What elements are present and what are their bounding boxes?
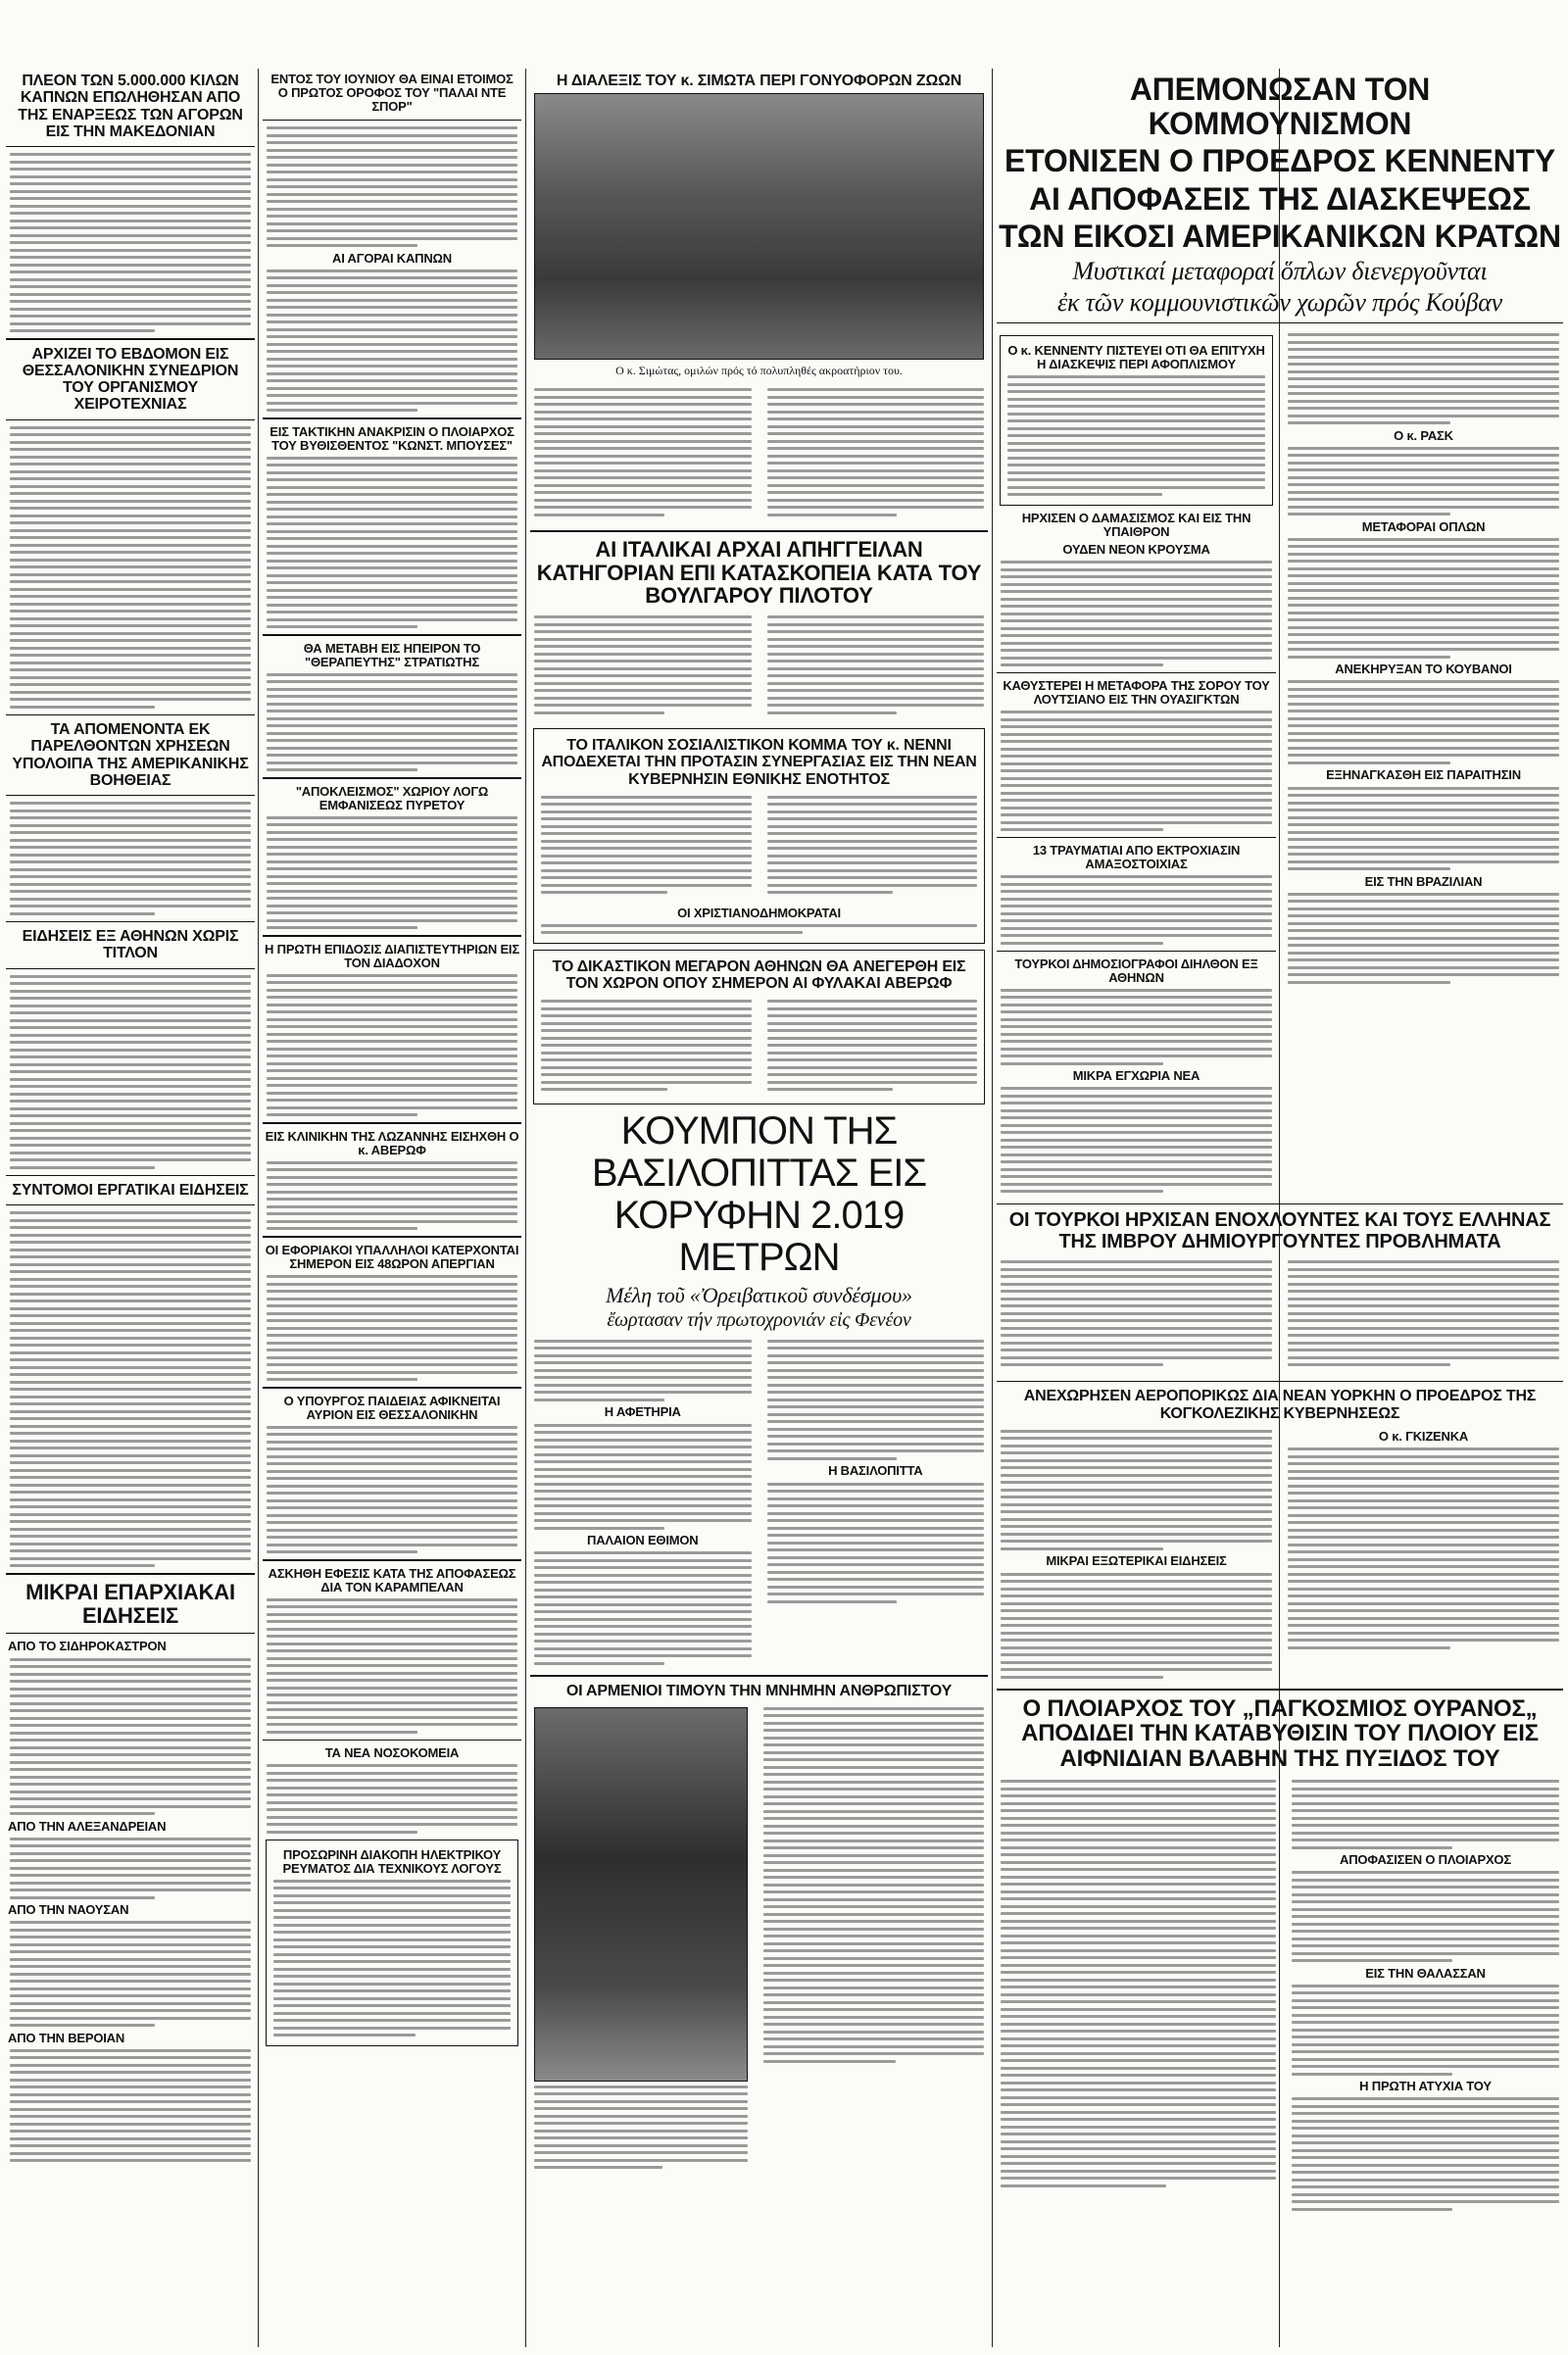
photo-column (530, 1703, 752, 2174)
article-headline: ΠΛΕΟΝ ΤΩΝ 5.000.000 ΚΙΛΩΝ ΚΑΠΝΩΝ ΕΠΩΛΗΘΗΣΑΝ ΑΠΟ ΤΗΣ ΕΝΑΡΞΕΩΣ ΤΩΝ ΑΓΟΡΩΝ ΕΙΣ ΤΗΝ ΜΑΚΕΔΟΝΙΑΝ (18, 73, 243, 140)
lead-headline: ΑΙ ΑΠΟΦΑΣΕΙΣ ΤΗΣ ΔΙΑΣΚΕΨΕΩΣ (1029, 180, 1531, 217)
divider (530, 1675, 988, 1677)
article-body (1288, 680, 1559, 764)
article-body (1001, 561, 1272, 666)
lead-headline: ΑΠΕΜΟΝΩΣΑΝ ΤΟΝ ΚΟΜΜΟΥΝΙΣΜΟΝ (1129, 72, 1431, 141)
subhead: ΑΝΕΚΗΡΥΞΑΝ ΤΟ ΚΟΥΒΑΝΟΙ (1335, 662, 1512, 677)
subhead: ΑΠΟ ΤΟ ΣΙΔΗΡΟΚΑΣΤΡΟΝ (8, 1639, 167, 1654)
divider (263, 634, 521, 636)
divider (997, 1689, 1563, 1691)
divider (263, 1559, 521, 1561)
article-headline: Ο κ. ΚΕΝΝΕΝΤΥ ΠΙΣΤΕΥΕΙ ΟΤΙ ΘΑ ΕΠΙΤΥΧΗ Η ΔΙΑΣΚΕΨΙΣ ΠΕΡΙ ΑΦΟΠΛΙΣΜΟΥ (1007, 343, 1265, 372)
memorial-photo (534, 1707, 748, 2082)
article-headline: ΑΙ ΙΤΑΛΙΚΑΙ ΑΡΧΑΙ ΑΠΗΓΓΕΙΛΑΝ ΚΑΤΗΓΟΡΙΑΝ ΕΠΙ ΚΑΤΑΣΚΟΠΕΙΑ ΚΑΤΑ ΤΟΥ ΒΟΥΛΓΑΡΟΥ ΠΙΛΟΤΟΥ (536, 536, 982, 609)
column-rule (992, 69, 993, 2347)
article-body (1292, 2097, 1559, 2211)
article-body (534, 1551, 752, 1665)
article-body (267, 1598, 517, 1734)
article-headline: ΑΡΧΙΖΕΙ ΤΟ ΕΒΔΟΜΟΝ ΕΙΣ ΘΕΣΣΑΛΟΝΙΚΗΝ ΣΥΝΕΔΡΙΟΝ ΤΟΥ ΟΡΓΑΝΙΣΜΟΥ ΧΕΙΡΟΤΕΧΝΙΑΣ (22, 345, 239, 414)
article-body (1288, 787, 1559, 871)
article-body (267, 816, 517, 930)
photo-headline: ΟΙ ΑΡΜΕΝΙΟΙ ΤΙΜΟΥΝ ΤΗΝ ΜΝΗΜΗΝ ΑΝΘΡΩΠΙΣΤΟΥ (565, 1682, 953, 1699)
boxed-article (1000, 335, 1273, 506)
subhead: ΑΙ ΑΓΟΡΑΙ ΚΑΠΝΩΝ (332, 250, 452, 266)
article-body (767, 1340, 985, 1460)
divider (6, 1204, 255, 1205)
divider (263, 1387, 521, 1389)
boxed-article (533, 950, 985, 1104)
divider (263, 1122, 521, 1124)
divider (6, 921, 255, 923)
subhead: ΟΙ ΧΡΙΣΤΙΑΝΟΔΗΜΟΚΡΑΤΑΙ (677, 905, 841, 920)
section-headline: ΜΙΚΡΑΙ ΕΠΑΡΧΙΑΚΑΙ ΕΙΔΗΣΕΙΣ (25, 1579, 235, 1628)
divider (263, 935, 521, 937)
two-col-block (530, 384, 988, 524)
article-headline: ΤΟ ΔΙΚΑΣΤΙΚΟΝ ΜΕΓΑΡΟΝ ΑΘΗΝΩΝ ΘΑ ΑΝΕΓΕΡΘΗ ΕΙΣ ΤΟΝ ΧΩΡΟΝ ΟΠΟΥ ΣΗΜΕΡΟΝ ΑΙ ΦΥΛΑΚΑΙ ΑΒΕΡΩΦ (552, 957, 966, 993)
divider (6, 1573, 255, 1575)
article-headline: ΑΣΚΗΘΗ ΕΦΕΣΙΣ ΚΑΤΑ ΤΗΣ ΑΠΟΦΑΣΕΩΣ ΔΙΑ ΤΟΝ ΚΑΡΑΜΠΕΛΑΝ (268, 1565, 516, 1595)
subhead: Η ΒΑΣΙΛΟΠΙΤΤΑ (828, 1463, 923, 1479)
article-body (1001, 875, 1272, 945)
article-body (10, 802, 251, 915)
article-body (10, 1211, 251, 1567)
subhead: Ο κ. ΓΚΙΖΕΝΚΑ (1378, 1428, 1469, 1444)
article-body (10, 153, 251, 332)
subhead: ΟΥΔΕΝ ΝΕΟΝ ΚΡΟΥΣΜΑ (1062, 542, 1210, 558)
article-body (267, 457, 517, 629)
article-headline: ΤΑ ΝΕΑ ΝΟΣΟΚΟΜΕΙΑ (324, 1745, 460, 1761)
feature-subhead: ἔωρτασαν τήν πρωτοχρονιάν εἰς Φενέον (607, 1309, 911, 1332)
article-headline: ΑΝΕΧΩΡΗΣΕΝ ΑΕΡΟΠΟΡΙΚΩΣ ΔΙΑ ΝΕΑΝ ΥΟΡΚΗΝ Ο ΠΡΟΕΔΡΟΣ ΤΗΣ ΚΟΓΚΟΛΕΖΙΚΗΣ ΚΥΒΕΡΝΗΣΕΩΣ (1023, 1388, 1537, 1422)
two-col-block (537, 792, 981, 903)
subhead: Η ΠΡΩΤΗ ΑΤΥΧΙΑ ΤΟΥ (1359, 2079, 1492, 2094)
subhead: ΑΠΟ ΤΗΝ ΝΑΟΥΣΑΝ (8, 1902, 129, 1918)
article-body (767, 1483, 985, 1603)
text-column (1284, 1426, 1563, 1683)
article-headline: ΟΙ ΤΟΥΡΚΟΙ ΗΡΧΙΣΑΝ ΕΝΟΧΛΟΥΝΤΕΣ ΚΑΙ ΤΟΥΣ ΕΛΛΗΝΑΣ ΤΗΣ ΙΜΒΡΟΥ ΔΗΜΙΟΥΡΓΟΥΝΤΕΣ ΠΡΟΒΛΗΜΑΤΑ (1008, 1209, 1551, 1252)
article-body (267, 126, 517, 247)
text-column (1284, 329, 1563, 1197)
article-headline: ΗΡΧΙΣΕΝ Ο ΔΑΜΑΣΙΣΜΟΣ ΚΑΙ ΕΙΣ ΤΗΝ ΥΠΑΙΘΡΟΝ (1021, 510, 1251, 539)
article-headline: ΠΡΟΣΩΡΙΝΗ ΔΙΑΚΟΠΗ ΗΛΕΚΤΡΙΚΟΥ ΡΕΥΜΑΤΟΣ ΔΙΑ ΤΕΧΝΙΚΟΥΣ ΛΟΓΟΥΣ (282, 1846, 502, 1876)
article-headline: "ΑΠΟΚΛΕΙΣΜΟΣ" ΧΩΡΙΟΥ ΛΟΓΩ ΕΜΦΑΝΙΣΕΩΣ ΠΥΡΕΤΟΥ (295, 783, 489, 812)
article-headline: Ο ΥΠΟΥΡΓΟΣ ΠΑΙΔΕΙΑΣ ΑΦΙΚΝΕΙΤΑΙ ΑΥΡΙΟΝ ΕΙΣ ΘΕΣΣΑΛΟΝΙΚΗΝ (283, 1393, 501, 1422)
divider (263, 777, 521, 779)
columns-3-4 (530, 69, 988, 2347)
divider (263, 1236, 521, 1238)
article-body (1292, 1780, 1559, 1849)
article-headline: ΜΙΚΡΑ ΕΓΧΩΡΙΑ ΝΕΑ (1072, 1068, 1200, 1084)
article-body (1001, 1260, 1272, 1371)
article-body (1288, 447, 1559, 516)
article-body (1288, 1260, 1559, 1371)
divider (997, 951, 1276, 952)
lead-headline: ΕΤΟΝΙΣΕΝ Ο ΠΡΟΕΔΡΟΣ ΚΕΝΝΕΝΤΥ (1004, 143, 1555, 179)
column-rule (258, 69, 259, 2347)
boxed-notice (266, 1840, 518, 2046)
divider (6, 146, 255, 147)
divider (6, 338, 255, 340)
photo-image (535, 1708, 747, 2081)
feature-headline: ΚΟΥΜΠΟΝ ΤΗΣ ΒΑΣΙΛΟΠΙΤΤΑΣ ΕΙΣ ΚΟΡΥΦΗΝ 2.019 ΜΕΤΡΩΝ (591, 1108, 927, 1280)
article-headline: ΤΟΥΡΚΟΙ ΔΗΜΟΣΙΟΓΡΑΦΟΙ ΔΙΗΛΘΟΝ ΕΞ ΑΘΗΝΩΝ (1014, 956, 1258, 985)
article-headline: 13 ΤΡΑΥΜΑΤΙΑΙ ΑΠΟ ΕΚΤΡΟΧΙΑΣΙΝ ΑΜΑΞΟΣΤΟΙΧΙΑΣ (1032, 843, 1241, 872)
text-column (530, 1336, 756, 1669)
article-body (267, 974, 517, 1117)
article-headline: ΕΙΔΗΣΕΙΣ ΕΞ ΑΘΗΝΩΝ ΧΩΡΙΣ ΤΙΤΛΟΝ (22, 928, 239, 962)
divider (6, 419, 255, 420)
subhead: ΑΠΟ ΤΗΝ ΒΕΡΟΙΑΝ (8, 2030, 125, 2045)
column-2 (263, 69, 521, 2347)
subhead: ΠΑΛΑΙΟΝ ΕΘΙΜΟΝ (587, 1533, 699, 1547)
subhead: ΜΕΤΑΦΟΡΑΙ ΟΠΛΩΝ (1361, 518, 1486, 534)
article-body (767, 1000, 978, 1096)
article-headline: ΕΝΤΟΣ ΤΟΥ ΙΟΥΝΙΟΥ ΘΑ ΕΙΝΑΙ ΕΤΟΙΜΟΣ Ο ΠΡΩΤΟΣ ΟΡΟΦΟΣ ΤΟΥ "ΠΑΛΑΙ ΝΤΕ ΣΠΟΡ" (270, 72, 514, 115)
lead-subhead: Μυστικαί μεταφοραί ὅπλων διενεργοῦνται (1072, 256, 1488, 285)
article-body (534, 388, 752, 520)
two-col-block (997, 329, 1563, 1197)
article-body (10, 975, 251, 1169)
feature-subhead: Μέλη τοῦ «Ὀρειβατικοῦ συνδέσμου» (606, 1282, 912, 1307)
article-headline: ΣΥΝΤΟΜΟΙ ΕΡΓΑΤΙΚΑΙ ΕΙΔΗΣΕΙΣ (12, 1182, 249, 1200)
two-col-block (530, 1703, 988, 2174)
article-body (1001, 1430, 1272, 1550)
article-headline: ΜΙΚΡΑΙ ΕΞΩΤΕΡΙΚΑΙ ΕΙΔΗΣΕΙΣ (1046, 1553, 1227, 1569)
text-column (1288, 1776, 1563, 2215)
article-headline: ΚΑΘΥΣΤΕΡΕΙ Η ΜΕΤΑΦΟΡΑ ΤΗΣ ΣΟΡΟΥ ΤΟΥ ΛΟΥΤΣΙΑΝΟ ΕΙΣ ΤΗΝ ΟΥΑΣΙΓΚΤΩΝ (1003, 678, 1270, 708)
column-rule (525, 69, 526, 2347)
two-col-block (530, 1336, 988, 1669)
article-body (767, 615, 985, 718)
subhead: ΕΙΣ ΤΗΝ ΒΡΑΖΙΛΙΑΝ (1364, 873, 1483, 889)
divider (530, 530, 988, 532)
lead-headline: ΤΩΝ ΕΙΚΟΣΙ ΑΜΕΡΙΚΑΝΙΚΩΝ ΚΡΑΤΩΝ (999, 219, 1561, 255)
divider (997, 837, 1276, 838)
photo-image (535, 94, 983, 359)
article-body (10, 426, 251, 709)
subhead: ΕΙΣ ΤΗΝ ΘΑΛΑΣΣΑΝ (1365, 1965, 1486, 1981)
article-body (767, 796, 978, 899)
article-body (1001, 1573, 1272, 1679)
divider (997, 672, 1276, 673)
article-body (541, 1000, 752, 1096)
article-headline: Η ΠΡΩΤΗ ΕΠΙΔΟΣΙΣ ΔΙΑΠΙΣΤΕΥΤΗΡΙΩΝ ΕΙΣ ΤΟΝ ΔΙΑΔΟΧΟΝ (265, 941, 519, 970)
two-col-block (537, 996, 981, 1100)
two-col-block (530, 612, 988, 722)
subhead: Ο κ. ΡΑΣΚ (1394, 427, 1453, 443)
article-body (534, 1340, 752, 1401)
article-body (1292, 1871, 1559, 1962)
article-headline: ΤΟ ΙΤΑΛΙΚΟΝ ΣΟΣΙΑΛΙΣΤΙΚΟΝ ΚΟΜΜΑ ΤΟΥ κ. ΝΕΝΝΙ ΑΠΟΔΕΧΕΤΑΙ ΤΗΝ ΠΡΟΤΑΣΙΝ ΣΥΝΕΡΓΑΣΙΑΣ ΕΙΣ ΤΗΝ ΝΕΑΝ ΚΥΒΕΡΝΗΣΙΝ ΕΘΝΙΚΗΣ ΕΝΟΤΗΤΟΣ (541, 737, 977, 788)
article-body (273, 1880, 511, 2037)
article-body (267, 673, 517, 772)
divider (997, 322, 1563, 324)
article-body (534, 615, 752, 718)
article-headline: ΕΙΣ ΚΛΙΝΙΚΗΝ ΤΗΣ ΛΩΖΑΝΝΗΣ ΕΙΣΗΧΘΗ Ο κ. ΑΒΕΡΩΦ (265, 1128, 519, 1157)
lead-subhead: ἐκ τῶν κομμουνιστικῶν χωρῶν πρός Κούβαν (1057, 287, 1502, 317)
article-body (1292, 1985, 1559, 2076)
article-headline: ΤΑ ΑΠΟΜΕΝΟΝΤΑ ΕΚ ΠΑΡΕΛΘΟΝΤΩΝ ΧΡΗΣΕΩΝ ΥΠΟΛΟΙΠΑ ΤΗΣ ΑΜΕΡΙΚΑΝΙΚΗΣ ΒΟΗΘΕΙΑΣ (12, 721, 249, 789)
columns-5-6 (997, 69, 1563, 2347)
article-body (267, 1161, 517, 1231)
article-body (267, 270, 517, 413)
divider (6, 795, 255, 796)
photo-headline: Η ΔΙΑΛΕΞΙΣ ΤΟΥ κ. ΣΙΜΩΤΑ ΠΕΡΙ ΓΟΝΥΟΦΟΡΩΝ ΖΩΩΝ (556, 73, 962, 89)
article-headline: ΕΙΣ ΤΑΚΤΙΚΗΝ ΑΝΑΚΡΙΣΙΝ Ο ΠΛΟΙΑΡΧΟΣ ΤΟΥ ΒΥΘΙΣΘΕΝΤΟΣ "ΚΩΝΣΤ. ΜΠΟΥΣΕΣ" (270, 423, 514, 453)
lecture-photo (534, 93, 984, 360)
divider (6, 1633, 255, 1634)
divider (997, 1381, 1563, 1383)
article-body (10, 1921, 251, 2027)
divider (6, 714, 255, 716)
article-body (267, 1764, 517, 1834)
article-body (1001, 1087, 1272, 1193)
subhead: ΑΠΟ ΤΗΝ ΑΛΕΞΑΝΔΡΕΙΑΝ (8, 1818, 167, 1834)
article-body (1001, 711, 1272, 831)
article-body (10, 1658, 251, 1816)
article-body (267, 1275, 517, 1381)
divider (263, 1740, 521, 1742)
article-body (1288, 893, 1559, 984)
article-body (1288, 1447, 1559, 1649)
subhead: Η ΑΦΕΤΗΡΙΑ (604, 1404, 681, 1420)
article-body (10, 2049, 251, 2163)
article-headline: Ο ΠΛΟΙΑΡΧΟΣ ΤΟΥ „ΠΑΓΚΟΣΜΙΟΣ ΟΥΡΑΝΟΣ„ ΑΠΟΔΙΔΕΙ ΤΗΝ ΚΑΤΑΒΥΘΙΣΙΝ ΤΟΥ ΠΛΟΙΟΥ ΕΙΣ ΑΙΦΝΙΔΙΑΝ ΒΛΑΒΗΝ ΤΗΣ ΠΥΞΙΔΟΣ ΤΟΥ (1021, 1694, 1539, 1773)
subhead: ΑΠΟΦΑΣΙΣΕΝ Ο ΠΛΟΙΑΡΧΟΣ (1340, 1852, 1511, 1868)
article-body (534, 2085, 748, 2170)
article-body (1001, 989, 1272, 1065)
article-body (1007, 375, 1265, 496)
article-body (1288, 538, 1559, 659)
divider (6, 968, 255, 969)
two-col-block (997, 1256, 1563, 1375)
divider (263, 120, 521, 121)
article-body (534, 1424, 752, 1530)
text-column (997, 1426, 1276, 1683)
article-body (1001, 1780, 1276, 2211)
column-1 (6, 69, 255, 2347)
two-col-block (997, 1776, 1563, 2215)
text-column (763, 1336, 989, 1669)
two-col-block (997, 1426, 1563, 1683)
boxed-article (533, 728, 985, 944)
divider (263, 417, 521, 419)
photo-caption: Ο κ. Σιμώτας, ομιλών πρός τό πολυπληθές ακροατήριον του. (615, 364, 903, 378)
article-body (10, 1838, 251, 1899)
article-headline: ΘΑ ΜΕΤΑΒΗ ΕΙΣ ΗΠΕΙΡΟΝ ΤΟ "ΘΕΡΑΠΕΥΤΗΣ" ΣΤΡΑΤΙΩΤΗΣ (303, 640, 481, 669)
article-body (267, 1426, 517, 1554)
subhead: ΕΞΗΝΑΓΚΑΣΘΗ ΕΙΣ ΠΑΡΑΙΤΗΣΙΝ (1326, 767, 1521, 783)
article-body (763, 1707, 985, 2170)
divider (997, 1203, 1563, 1205)
article-body (1288, 333, 1559, 424)
divider (6, 1175, 255, 1177)
article-body (541, 924, 977, 935)
article-headline: ΟΙ ΕΦΟΡΙΑΚΟΙ ΥΠΑΛΛΗΛΟΙ ΚΑΤΕΡΧΟΝΤΑΙ ΣΗΜΕΡΟΝ ΕΙΣ 48ΩΡΟΝ ΑΠΕΡΓΙΑΝ (265, 1242, 519, 1271)
article-body (541, 796, 752, 899)
text-column (997, 329, 1276, 1197)
article-body (767, 388, 985, 520)
